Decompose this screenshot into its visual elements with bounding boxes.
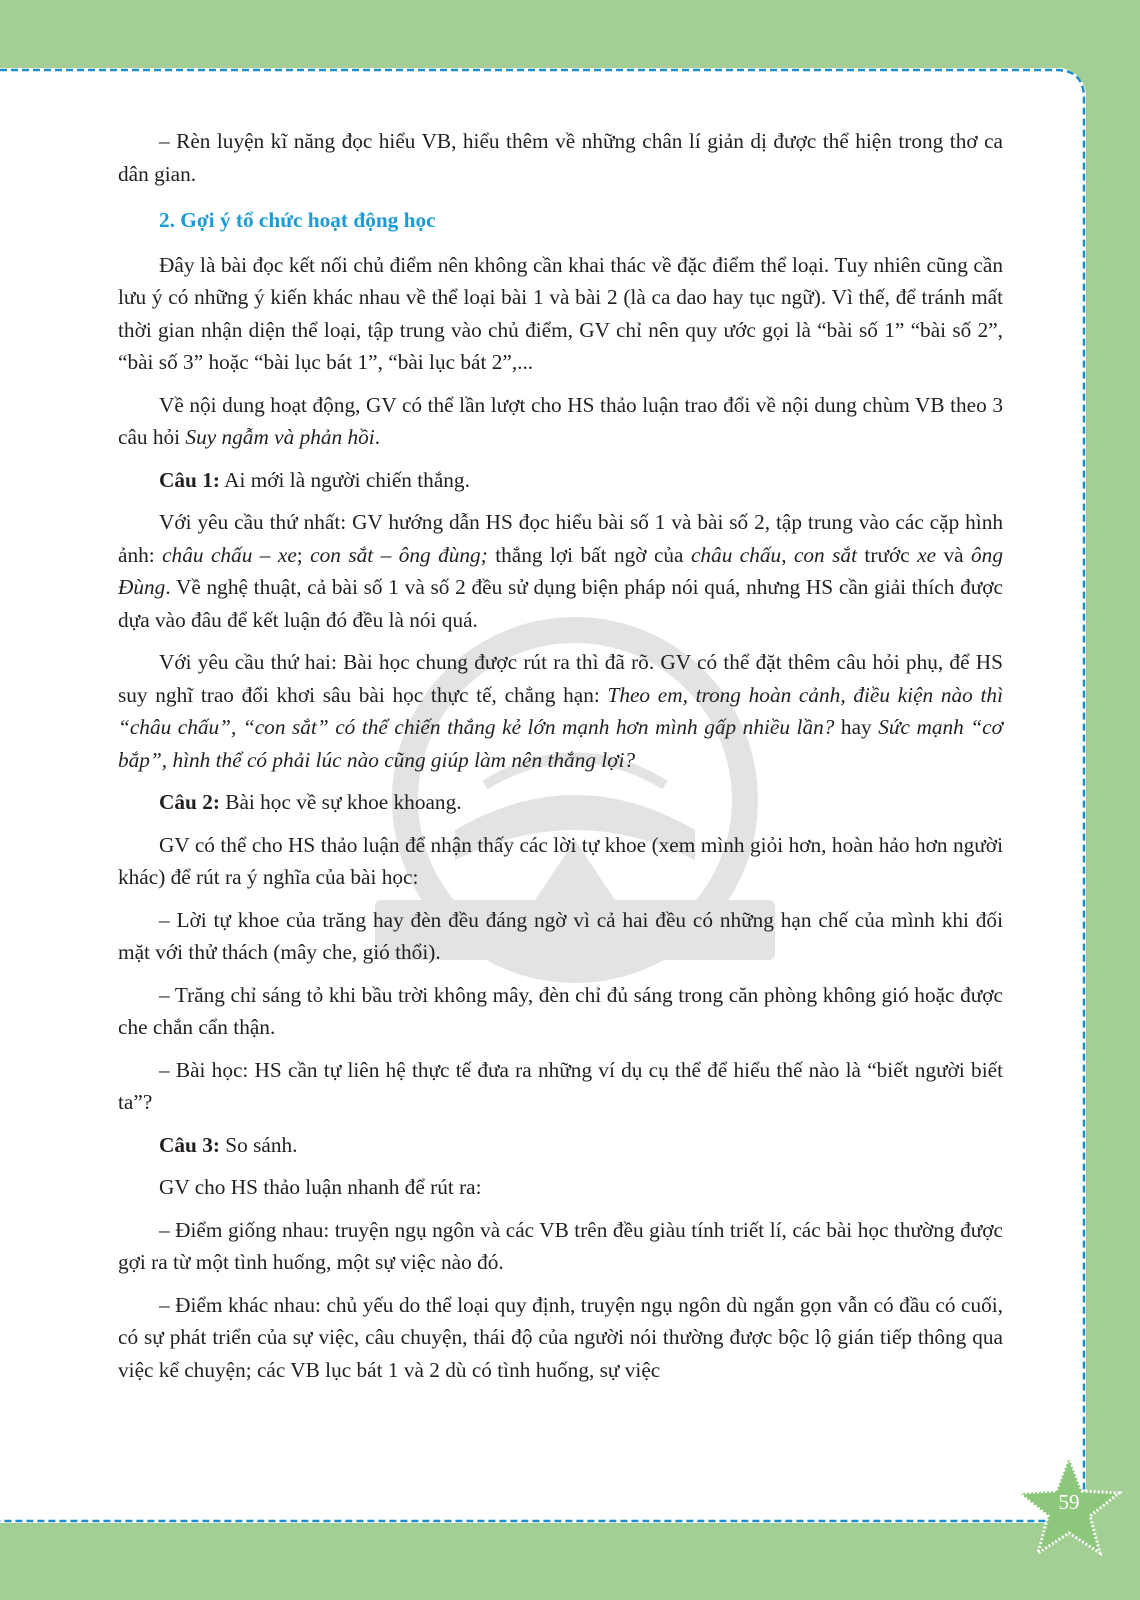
paragraph-activity: Về nội dung hoạt động, GV có thể lần lượt cho HS thảo luận trao đổi về nội dung chùm VB theo 3 câu hỏi Suy ngẫm và phản hồi. bbox=[118, 392, 1003, 449]
question-2: Câu 2: Bài học về sự khoe khoang. bbox=[159, 790, 462, 814]
paragraph-requirement-2: Với yêu cầu thứ hai: Bài học chung được rút ra thì đã rõ. GV có thể đặt thêm câu hỏi phụ, để HS suy nghĩ trao đổi khơi sâu bài học thực tế, chẳng hạn: Theo em, trong hoàn cảnh, điều kiện nào thì “châu chấu”, “con sắt” có thể chiến thắng kẻ lớn mạnh hơn mình gấp nhiều lần? hay Sức mạnh “cơ bắp”, hình thể có phải lúc nào cũng giúp làm nên thắng lợi? bbox=[118, 650, 1003, 772]
page-content bbox=[118, 125, 1003, 1396]
paragraph-intro: Đây là bài đọc kết nối chủ điểm nên không cần khai thác về đặc điểm thể loại. Tuy nhiên cũng cần lưu ý có những ý kiến khác nhau về thể loại bài 1 và bài 2 (là ca dao hay tục ngữ). Vì thế, để tránh mất thời gian nhận diện thể loại, tập trung vào chủ điểm, GV chỉ nên quy ước gọi là “bài số 1” “bài số 2”, “bài số 3” hoặc “bài lục bát 1”, “bài lục bát 2”,... bbox=[118, 252, 1003, 374]
bullet-difference: – Điểm khác nhau: chủ yếu do thể loại quy định, truyện ngụ ngôn dù ngắn gọn vẫn có đầu có cuối, có sự phát triển của sự việc, câu chuyện, thái độ của người nói thường được bộc lộ gián tiếp thông qua việc kể chuyện; các VB lục bát 1 và 2 dù có tình huống, sự việc bbox=[118, 1292, 1003, 1382]
section-heading: 2. Gợi ý tổ chức hoạt động học bbox=[159, 208, 436, 232]
bullet-lesson: – Bài học: HS cần tự liên hệ thực tế đưa ra những ví dụ cụ thể để hiểu thế nào là “biết người biết ta”? bbox=[118, 1057, 1003, 1114]
paragraph-discussion: GV có thể cho HS thảo luận để nhận thấy các lời tự khoe (xem mình giỏi hơn, hoàn hảo hơn người khác) để rút ra ý nghĩa của bài học: bbox=[118, 832, 1003, 889]
bullet-moon-lamp: – Trăng chỉ sáng tỏ khi bầu trời không mây, đèn chỉ đủ sáng trong căn phòng không gió hoặc được che chắn cẩn thận. bbox=[118, 982, 1003, 1039]
paragraph-quick-discussion: GV cho HS thảo luận nhanh để rút ra: bbox=[159, 1175, 482, 1199]
paragraph-objective: – Rèn luyện kĩ năng đọc hiểu VB, hiểu thêm về những chân lí giản dị được thể hiện trong thơ ca dân gian. bbox=[118, 129, 1003, 186]
bullet-similarity: – Điểm giống nhau: truyện ngụ ngôn và các VB trên đều giàu tính triết lí, các bài học thường được gợi ra từ một tình huống, một sự việc nào đó. bbox=[118, 1217, 1003, 1274]
page-number: 59 bbox=[1058, 1490, 1080, 1514]
bullet-boasting: – Lời tự khoe của trăng hay đèn đều đáng ngờ vì cả hai đều có những hạn chế của mình khi đối mặt với thử thách (mây che, gió thổi). bbox=[118, 907, 1003, 964]
question-3: Câu 3: So sánh. bbox=[159, 1132, 298, 1157]
question-1: Câu 1: Ai mới là người chiến thắng. bbox=[159, 467, 470, 492]
paragraph-requirement-1: Với yêu cầu thứ nhất: GV hướng dẫn HS đọc hiểu bài số 1 và bài số 2, tập trung vào các cặp hình ảnh: châu chấu – xe; con sắt – ông đùng; thắng lợi bất ngờ của châu chấu, con sắt trước xe và ông Đùng. Về nghệ thuật, cả bài số 1 và số 2 đều sử dụng biện pháp nói quá, nhưng HS cần giải thích được dựa vào đâu để kết luận đó đều là nói quá. bbox=[118, 510, 1003, 632]
